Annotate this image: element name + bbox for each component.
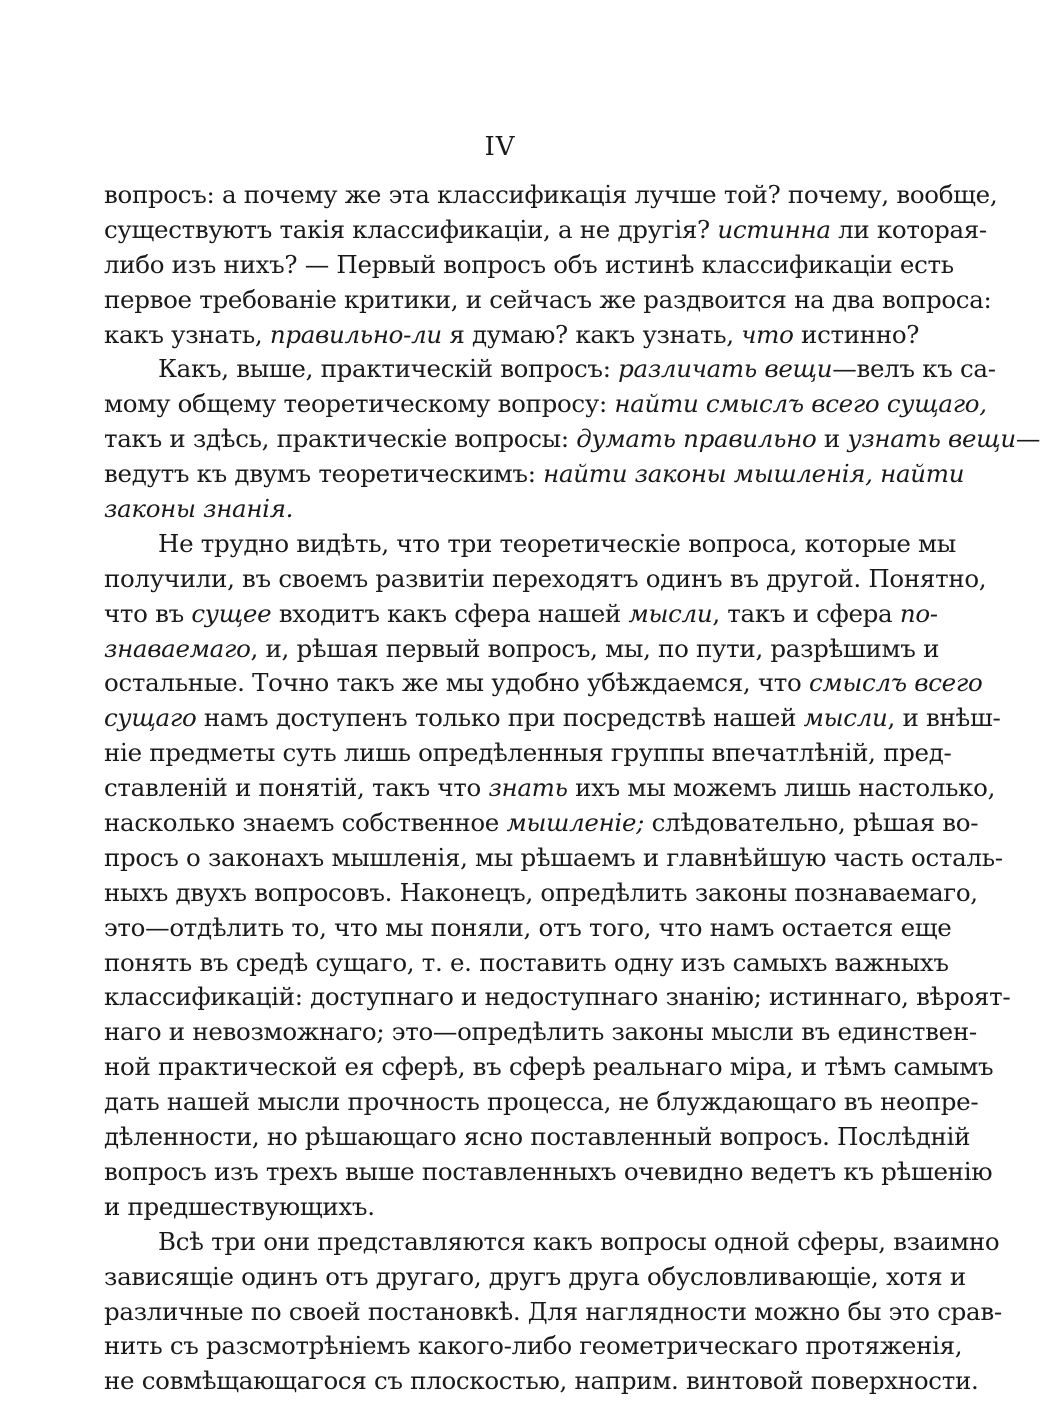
text-segment: , такъ и сфера [712, 598, 900, 628]
text-segment: ли которая- [830, 214, 987, 244]
body-text [104, 178, 1040, 1399]
text-segment: слѣдовательно, рѣшая во- [644, 808, 979, 838]
paragraph [104, 527, 1011, 1225]
text-line [104, 1190, 900, 1225]
text-segment: Не трудно видѣть, что три теоретическіе вопроса, которые мы [158, 528, 956, 558]
text-segment: мому общему теоретическому вопросу: [104, 389, 615, 419]
text-segment: , и, рѣшая первый вопросъ, мы, по пути, разрѣшимъ и [250, 633, 940, 663]
italic-segment: смыслъ всего [808, 668, 983, 698]
text-segment: насколько знаемъ собственное [104, 808, 507, 838]
italic-segment: различать вещи [618, 354, 833, 384]
text-line [104, 422, 1040, 457]
text-segment: дѣленности, но рѣшающаго ясно поставленный вопросъ. Послѣдній [104, 1122, 971, 1152]
text-segment: просъ о законахъ мышленія, мы рѣшаемъ и главнѣйшую часть осталь- [104, 842, 1003, 872]
text-line [104, 1015, 977, 1050]
text-segment: различные по своей постановкѣ. Для наглядности можно бы это срав- [104, 1296, 1002, 1326]
text-segment: я думаю? какъ узнать, [441, 319, 742, 349]
text-segment: наго и невозможнаго; это—опредѣлить законы мысли въ единствен- [104, 1017, 977, 1047]
text-segment: понять въ средѣ сущаго, т. е. поставить одну изъ самыхъ важныхъ [104, 947, 949, 977]
text-line [104, 248, 954, 283]
italic-segment: найти законы мышленія, найти [543, 459, 965, 489]
text-line [104, 492, 900, 527]
text-line [104, 980, 1011, 1015]
text-line [104, 1364, 979, 1399]
text-line [104, 1329, 963, 1364]
text-line [104, 841, 1003, 876]
text-line [104, 701, 1001, 736]
text-segment: Какъ, выше, практическій вопросъ: [158, 354, 619, 384]
text-segment: и [816, 424, 848, 454]
text-segment: что въ [104, 598, 192, 628]
text-segment: либо изъ нихъ? — Первый вопросъ объ истинѣ классификаціи есть [104, 249, 954, 279]
text-segment: нить съ разсмотрѣніемъ какого-либо геометрическаго протяженія, [104, 1331, 963, 1361]
text-segment: дать нашей мысли прочность процесса, не блуждающаго въ неопре- [104, 1087, 979, 1117]
text-line [104, 771, 996, 806]
text-segment: истинно? [793, 319, 920, 349]
italic-segment: законы знанія. [104, 494, 294, 524]
text-segment: вопросъ изъ трехъ выше поставленныхъ очевидно ведетъ къ рѣшенію [104, 1156, 993, 1186]
text-line [104, 178, 998, 213]
italic-segment: сущее [191, 598, 272, 628]
italic-segment: знать [488, 773, 568, 803]
italic-segment: мысли [628, 598, 713, 628]
text-segment: ныхъ двухъ вопросовъ. Наконецъ, опредѣлить законы познаваемаго, [104, 877, 978, 907]
text-line [104, 1085, 979, 1120]
text-segment: вопросъ: а почему же эта классификація лучше той? почему, вообще, [104, 180, 998, 209]
italic-segment: истинна [717, 214, 831, 244]
text-segment: —велъ къ са- [832, 354, 996, 384]
text-segment: не совмѣщающагося съ плоскостью, наприм. винтовой поверхности. [104, 1366, 979, 1396]
text-line [104, 1050, 994, 1085]
text-segment: — [1015, 424, 1040, 454]
paragraph [104, 1225, 1002, 1399]
text-line [104, 457, 965, 492]
italic-segment: узнать вещи [847, 424, 1016, 454]
text-line [104, 666, 983, 701]
italic-segment: думать правильно [576, 424, 817, 454]
italic-segment: правильно-ли [269, 319, 442, 349]
italic-segment: мысли [803, 703, 888, 733]
text-segment: зависящіе одинъ отъ другаго, другъ друга обусловливающіе, хотя и [104, 1261, 966, 1291]
text-line [104, 911, 952, 946]
paragraph [104, 178, 998, 352]
text-line [104, 1225, 1000, 1260]
text-line [104, 527, 956, 562]
text-line [104, 1260, 966, 1295]
italic-segment: мышленіе; [506, 808, 645, 838]
italic-segment: сущаго [104, 703, 197, 733]
italic-segment: найти смыслъ всего сущаго, [614, 389, 987, 419]
italic-segment: что [741, 319, 794, 349]
text-segment: , и внѣш- [887, 703, 1001, 733]
text-segment: ніе предметы суть лишь опредѣленныя группы впечатлѣній, пред- [104, 738, 952, 768]
text-segment: Всѣ три они представляются какъ вопросы одной сферы, взаимно [158, 1226, 1000, 1256]
text-line [104, 318, 920, 353]
text-segment: ведутъ къ двумъ теоретическимъ: [104, 459, 544, 489]
text-line [104, 213, 987, 248]
text-line [104, 387, 987, 422]
text-segment: такъ и здѣсь, практическіе вопросы: [104, 424, 577, 454]
text-line [104, 1155, 993, 1190]
italic-segment: по- [899, 598, 938, 628]
text-segment: ной практической ея сферѣ, въ сферѣ реальнаго міра, и тѣмъ самымъ [104, 1052, 994, 1082]
text-segment: существуютъ такія классификаціи, а не другія? [104, 214, 718, 244]
paragraph [104, 352, 1040, 526]
text-segment: какъ узнать, [104, 319, 270, 349]
text-line [104, 562, 987, 597]
text-line [104, 1120, 971, 1155]
text-segment: и предшествующихъ. [104, 1191, 375, 1221]
text-segment: первое требованіе критики, и сейчасъ же раздвоится на два вопроса: [104, 284, 992, 314]
text-line [104, 1295, 1002, 1330]
text-line [104, 736, 952, 771]
text-line [104, 806, 979, 841]
text-segment: ставленій и понятій, такъ что [104, 773, 489, 803]
text-line [104, 597, 938, 632]
text-segment: получили, въ своемъ развитіи переходятъ одинъ въ другой. Понятно, [104, 563, 987, 593]
text-line [104, 283, 992, 318]
italic-segment: знаваемаго [104, 633, 251, 663]
text-segment: классификацій: доступнаго и недоступнаго знанію; истиннаго, вѣроят- [104, 982, 1011, 1012]
text-segment: входитъ какъ сфера нашей [271, 598, 629, 628]
page-number: IV [484, 132, 516, 162]
text-segment: это—отдѣлить то, что мы поняли, отъ того, что намъ остается еще [104, 912, 952, 942]
text-segment: намъ доступенъ только при посредствѣ нашей [196, 703, 804, 733]
text-line [104, 352, 996, 387]
text-segment: остальные. Точно такъ же мы удобно убѣждаемся, что [104, 668, 809, 698]
text-segment: ихъ мы можемъ лишь настолько, [567, 773, 996, 803]
text-line [104, 632, 940, 667]
text-line [104, 946, 949, 981]
text-line [104, 876, 978, 911]
